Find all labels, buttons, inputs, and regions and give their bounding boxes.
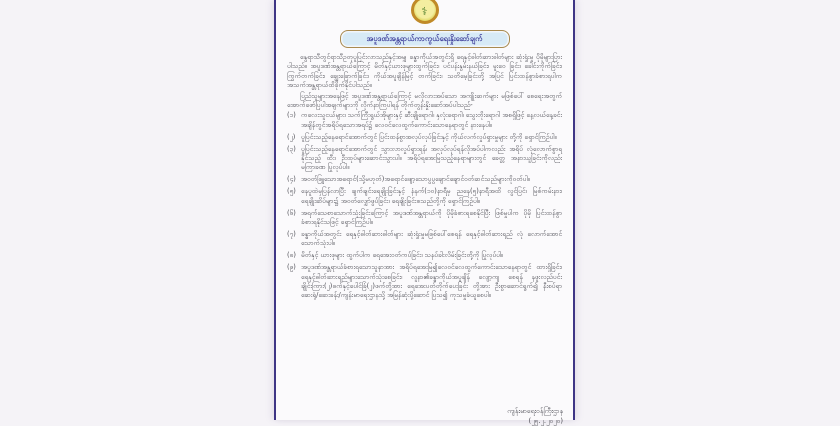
list-item <box>287 263 562 301</box>
item-number: (၂) <box>287 133 301 142</box>
item-text: ပူပြင်းသည့်နေရောင်အောက်တွင် သွားလာလှုပ်ရှားရန်၊ အလုပ်လုပ်ရန်လိုအပ်ပါကလည်း အရိပ် လုံလောက်စွာရနိုင်သည့် ထီး၊ ဦးထုပ်များဆောင်းသွားပါ။ အရိပ်ရအေးမြသည့်နေရာများတွင် ခေတ္တ အနားယူခြင်းကိုလည်း မကြာခဏ ပြုလုပ်ပါ။ <box>301 145 562 173</box>
list-item <box>287 187 562 206</box>
item-text: ပူပြင်းသည့်နေရောင်အောက်တွင် ပြင်းထန်စွာအလုပ်လုပ်ခြင်းနှင့် ကိုယ်လက်လှုပ်ရှားမှုများ တို့ကို ရှောင်ကြဉ်ပါ။ <box>301 133 562 142</box>
item-number: (၆) <box>287 209 301 228</box>
list-item <box>287 251 562 260</box>
item-text: ကလေးသူငယ်များ၊ သက်ကြီးရွယ်အိုများနှင့် ဆီးချိုရောဂါ၊ နှလုံးရောဂါ၊ သွေးတိုးရောဂါ အစရှိဖြင့် နေ့လယ်နေ့ခင်းအချိန်တွင်အရိပ်ရသောအရပ်၌ လေဝင်လေထွက်ကောင်းသောနေရာတွင် နားနေပါ။ <box>301 111 562 130</box>
list-item <box>287 111 562 130</box>
list-item <box>287 145 562 173</box>
list-item <box>287 175 562 184</box>
item-number: (၅) <box>287 187 301 206</box>
item-number: (၉) <box>287 263 301 301</box>
notice-title: အပူဒဏ်အန္တရာယ်ကာကွယ်ရေးနှိုးဆော်ချက် <box>366 34 482 43</box>
item-text: ခန္ဓာကိုယ်အတွင်း ရေနှင့်ဓါတ်ဆားဓါတ်များ ဆုံးရှုံးမှုမဖြစ်ပေါ်စေရန် ရေနှင့်ဓါတ်ဆားရည် လုံ လောက်အောင် သောက်သုံးပါ။ <box>301 230 562 249</box>
item-number: (၄) <box>287 175 301 184</box>
list-item <box>287 209 562 228</box>
item-number: (၃) <box>287 145 301 173</box>
advisory-list <box>287 111 562 300</box>
notice-body <box>276 48 573 301</box>
item-number: (၈) <box>287 251 301 260</box>
intro-paragraph-2: ပြည်သူများအနေဖြင့် အပူဒဏ်အန္တရာယ်ကြောင့် မလိုလားအပ်သော အကျိုးဆက်များ မဖြစ်ပေါ် စေရေးအတွက် အောက်ဖော်ပြပါအချက်များကို လိုက်နာကြပါရန် တိုက်တွန်းနှိုးဆော်အပ်ပါသည်- <box>287 92 562 111</box>
medical-staff-icon: ⚕ <box>422 6 428 17</box>
item-text: အဝတ်ဖြူသောအရောင်(သို့မဟုတ်)အရောင်ဖျော့သောပွပွချောင်ချောင်ဝတ်ဆင်သည်များကိုဝတ်ပါ။ <box>301 175 562 184</box>
item-text: အပူဒဏ်အန္တရာယ်ခံစားရသောသူနာအား အရိပ်ရအေးမြ၍လေဝင်လေထွက်ကောင်းသောနေရာတွင် ထားရှိခြင်း၊ရေနှင့်ဓါတ်ဆားရည်များသောက်သုံးစေခြင်း၊ လူနာ၏ခန္ဓာကိုယ်အပူချိန် လျော့ကျ စေရန် နဖူးလည်ပင်းချိုင်းကြား(၂)ဖက်နှင့်ပေါင်ခြံ(၂)ဖက်တို့အား ရေအေးပတ်တိုက်ပေးခြင်း တို့အား ဦးစွာဆောင်ရွက်၍ နီးစပ်ရာဆေးရုံ/ဆေးခန်း/ကျန်းမာရေးဌာနသို့ အမြန်ဆုံးပို့ဆောင် ပြသ၍ ကုသမှုခံယူစေပါ။ <box>301 263 562 301</box>
signature-date: (၂၅.၂.၂၀၂၀) <box>507 417 563 426</box>
intro-paragraph-1: နွေရာသီတွင်ရာသီဥတုပူပြင်းလာသည်နှင့်အမျှ ခန္ဓာကိုယ်အတွင်းရှိ ရေနှင့်ဓါတ်ဆားဓါတ်များ ဆုံးရှုံးမှု ပိုမိုများပြားပါသည်။ အပူဒဏ်အန္တရာယ်ကြောင့် မိတ်နှင့်ယားဖုများထွက်ခြင်း၊ ပင်ပန်းနွမ်းနယ်ခြင်း၊ မူးဝေ ခြင်း၊ ခေါင်းကိုက်ခြင်း၊ ကြွက်တက်ခြင်း၊ ချွေးခြောက်ခြင်း၊ ကိုယ်အပူချိန်မြင့် တက်ခြင်း၊ သတိမေ့ခြင်းတို့ အပြင် ပြင်းထန်စွာခံစားရပါက အသက်အန္တရာယ်ထိခိုက်နိုင်ပါသည်။ <box>287 53 562 91</box>
item-number: (၇) <box>287 230 301 249</box>
item-text: နေပူထဲမှပြန်လာပြီး ချက်ချင်းရေချိုးခြင်းနှင့် နံနက်(၁၀)နာရီမှ ညနေ(၅)နာရီအထိ လွင်ပြင်၊ မြစ်ကမ်းနား၊ ရေချိုးဆိပ်များ၌ အဝတ်လျှော်ဖွပ်ခြင်း၊ ရေချိုးခြင်းစသည်တို့ကို ရှောင်ကြဉ်ပါ။ <box>301 187 562 206</box>
list-item <box>287 133 562 142</box>
notice-title-box <box>340 30 510 48</box>
item-text: အရက်သေစာသောက်သုံးခြင်းကြောင့် အပူဒဏ်အန္တရာယ်ကို ပိုမိုခံစားရစေနိုင်ပြီး ဖြစ်မှုပါက ပိုမို ပြင်းထန်စွာ ခံစားရနိုင်သဖြင့် ရှောင်ကြဉ်ပါ။ <box>301 209 562 228</box>
signature-org: ကျန်းမာရေးဝန်ကြီးဌာန <box>507 407 563 417</box>
signature-block <box>507 407 563 426</box>
list-item <box>287 230 562 249</box>
ministry-of-health-emblem <box>411 0 439 24</box>
item-number: (၁) <box>287 111 301 130</box>
document-page <box>274 0 575 420</box>
item-text: မိတ်နှင့် ယားဖုများ ထွက်ပါက ရေအေးဝတ်ကပ်ခြင်း၊ သနပ်ခါးလိမ်းခြင်းတို့ကို ပြုလုပ်ပါ။ <box>301 251 562 260</box>
